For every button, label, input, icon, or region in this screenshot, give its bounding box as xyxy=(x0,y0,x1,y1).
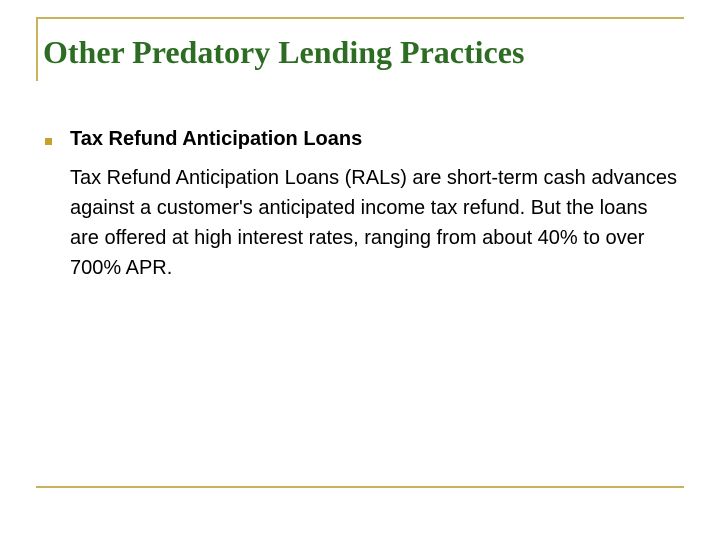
top-border-line xyxy=(36,17,684,19)
bullet-heading: Tax Refund Anticipation Loans xyxy=(70,128,363,150)
slide-title: Other Predatory Lending Practices xyxy=(43,34,525,70)
square-bullet-icon xyxy=(45,138,52,145)
left-border-line xyxy=(36,17,38,81)
bottom-border-line xyxy=(36,486,684,488)
bullet-body-text: Tax Refund Anticipation Loans (RALs) are short-term cash advances against a customer's anticipated income tax refund. But the loans are offered at high interest rates, ranging from about 40% to over 700% APR. xyxy=(70,167,677,279)
